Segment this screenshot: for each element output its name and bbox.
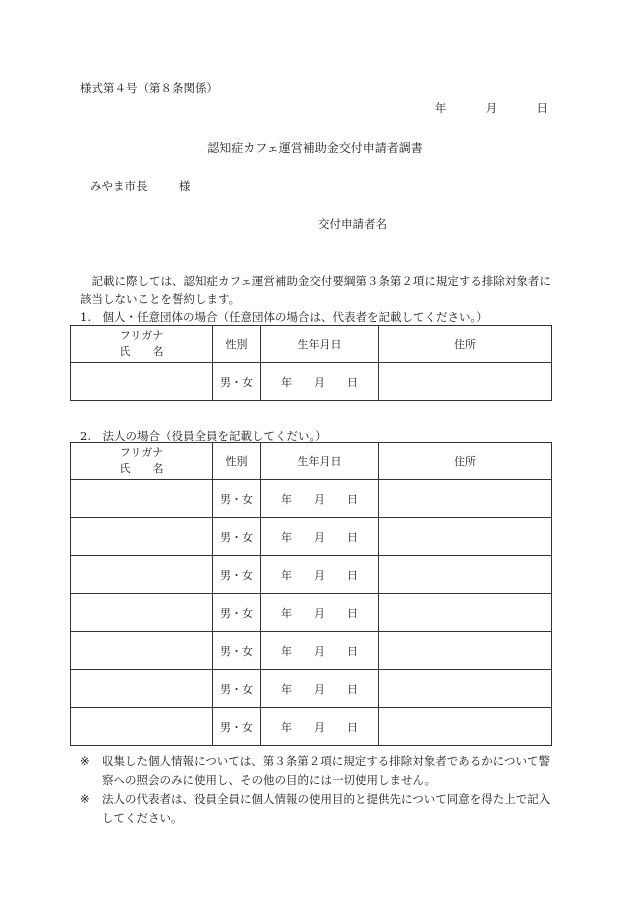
day-label: 日: [347, 720, 358, 734]
header-birthdate: 生年月日: [261, 443, 379, 480]
header-address: 住所: [379, 326, 552, 363]
addressee-honorific: 様: [178, 179, 191, 193]
table-header-row: [71, 443, 552, 480]
gender-cell[interactable]: 男・女: [213, 594, 261, 632]
birthdate-cell[interactable]: [261, 556, 379, 594]
header-furigana: フリガナ: [119, 329, 164, 342]
birthdate-cell[interactable]: [261, 670, 379, 708]
birthdate-cell[interactable]: [261, 594, 379, 632]
individual-table: [70, 325, 552, 401]
month-label: 月: [314, 375, 325, 389]
name-cell[interactable]: [71, 480, 213, 518]
year-label: 年: [281, 720, 292, 734]
address-cell[interactable]: [379, 632, 552, 670]
address-cell[interactable]: [379, 708, 552, 746]
section1-title: 1. 個人・任意団体の場合（任意団体の場合は、代表者を記載してください。）: [80, 310, 488, 324]
month-label: 月: [314, 492, 325, 506]
table-row: [71, 594, 552, 632]
table-header-row: [71, 326, 552, 363]
table-row: [71, 363, 552, 401]
address-cell[interactable]: [379, 518, 552, 556]
table-row: [71, 518, 552, 556]
date-year-label: 年: [434, 101, 447, 115]
header-name: [71, 443, 213, 480]
gender-cell[interactable]: 男・女: [213, 518, 261, 556]
addressee-name: みやま市長: [90, 179, 148, 193]
year-label: 年: [281, 492, 292, 506]
pledge-text: 記載に際しては、認知症カフェ運営補助金交付要綱第３条第２項に規定する排除対象者に該当しないことを誓約します。: [80, 274, 551, 306]
date-day-label: 日: [536, 101, 548, 115]
applicant-label: 交付申請者名: [318, 217, 387, 231]
year-label: 年: [281, 375, 292, 389]
year-label: 年: [281, 530, 292, 544]
address-cell[interactable]: [379, 594, 552, 632]
name-cell[interactable]: [71, 556, 213, 594]
birthdate-cell[interactable]: [261, 632, 379, 670]
month-label: 月: [314, 568, 325, 582]
month-label: 月: [314, 606, 325, 620]
section2-title: 2. 法人の場合（役員全員を記載してくだい。）: [80, 429, 327, 443]
gender-cell[interactable]: 男・女: [213, 363, 261, 401]
form-number: 様式第４号（第８条関係）: [80, 81, 218, 95]
note-text: 収集した個人情報については、第３条第２項に規定する排除対象者であるかについて警察への照会のみに使用し、その他の目的には一切使用しません。: [102, 754, 551, 787]
year-label: 年: [281, 644, 292, 658]
year-label: 年: [281, 568, 292, 582]
date-month-label: 月: [485, 101, 498, 115]
month-label: 月: [314, 644, 325, 658]
addressee: [90, 178, 190, 194]
note-mark: ※: [80, 754, 90, 768]
year-label: 年: [281, 606, 292, 620]
name-cell[interactable]: [71, 670, 213, 708]
month-label: 月: [314, 530, 325, 544]
table-row: [71, 708, 552, 746]
address-cell[interactable]: [379, 556, 552, 594]
address-cell[interactable]: [379, 480, 552, 518]
day-label: 日: [347, 492, 358, 506]
name-cell[interactable]: [71, 518, 213, 556]
header-gender: 性別: [213, 443, 261, 480]
birthdate-cell[interactable]: [261, 480, 379, 518]
note-mark: ※: [80, 792, 90, 806]
gender-cell[interactable]: 男・女: [213, 632, 261, 670]
day-label: 日: [347, 682, 358, 696]
gender-cell[interactable]: 男・女: [213, 556, 261, 594]
birthdate-cell[interactable]: [261, 518, 379, 556]
corporate-rows: [71, 480, 552, 746]
date-line: [435, 100, 548, 116]
name-cell[interactable]: [71, 363, 213, 401]
corporate-table: [70, 442, 552, 746]
name-cell[interactable]: [71, 632, 213, 670]
address-cell[interactable]: [379, 670, 552, 708]
header-name: [71, 326, 213, 363]
birthdate-cell[interactable]: [261, 708, 379, 746]
gender-cell[interactable]: 男・女: [213, 708, 261, 746]
day-label: 日: [347, 568, 358, 582]
name-cell[interactable]: [71, 708, 213, 746]
table-row: [71, 556, 552, 594]
table-row: [71, 480, 552, 518]
table-row: [71, 670, 552, 708]
header-address: 住所: [379, 443, 552, 480]
year-label: 年: [281, 682, 292, 696]
table-row: [71, 632, 552, 670]
day-label: 日: [347, 530, 358, 544]
gender-cell[interactable]: 男・女: [213, 480, 261, 518]
header-birthdate: 生年月日: [261, 326, 379, 363]
note-text: 法人の代表者は、役員全員に個人情報の使用目的と提供先について同意を得た上で記入してください。: [102, 792, 551, 825]
day-label: 日: [347, 375, 358, 389]
header-furigana: フリガナ: [119, 446, 164, 459]
note-item: [80, 752, 552, 790]
month-label: 月: [314, 720, 325, 734]
header-name-label: 氏 名: [119, 462, 164, 475]
address-cell[interactable]: [379, 363, 552, 401]
header-name-label: 氏 名: [119, 345, 164, 358]
note-item: [80, 790, 552, 828]
day-label: 日: [347, 644, 358, 658]
document-title: 認知症カフェ運営補助金交付申請者調書: [207, 141, 423, 155]
name-cell[interactable]: [71, 594, 213, 632]
notes: [80, 752, 552, 828]
birthdate-cell[interactable]: [261, 363, 379, 401]
gender-cell[interactable]: 男・女: [213, 670, 261, 708]
month-label: 月: [314, 682, 325, 696]
day-label: 日: [347, 606, 358, 620]
header-gender: 性別: [213, 326, 261, 363]
